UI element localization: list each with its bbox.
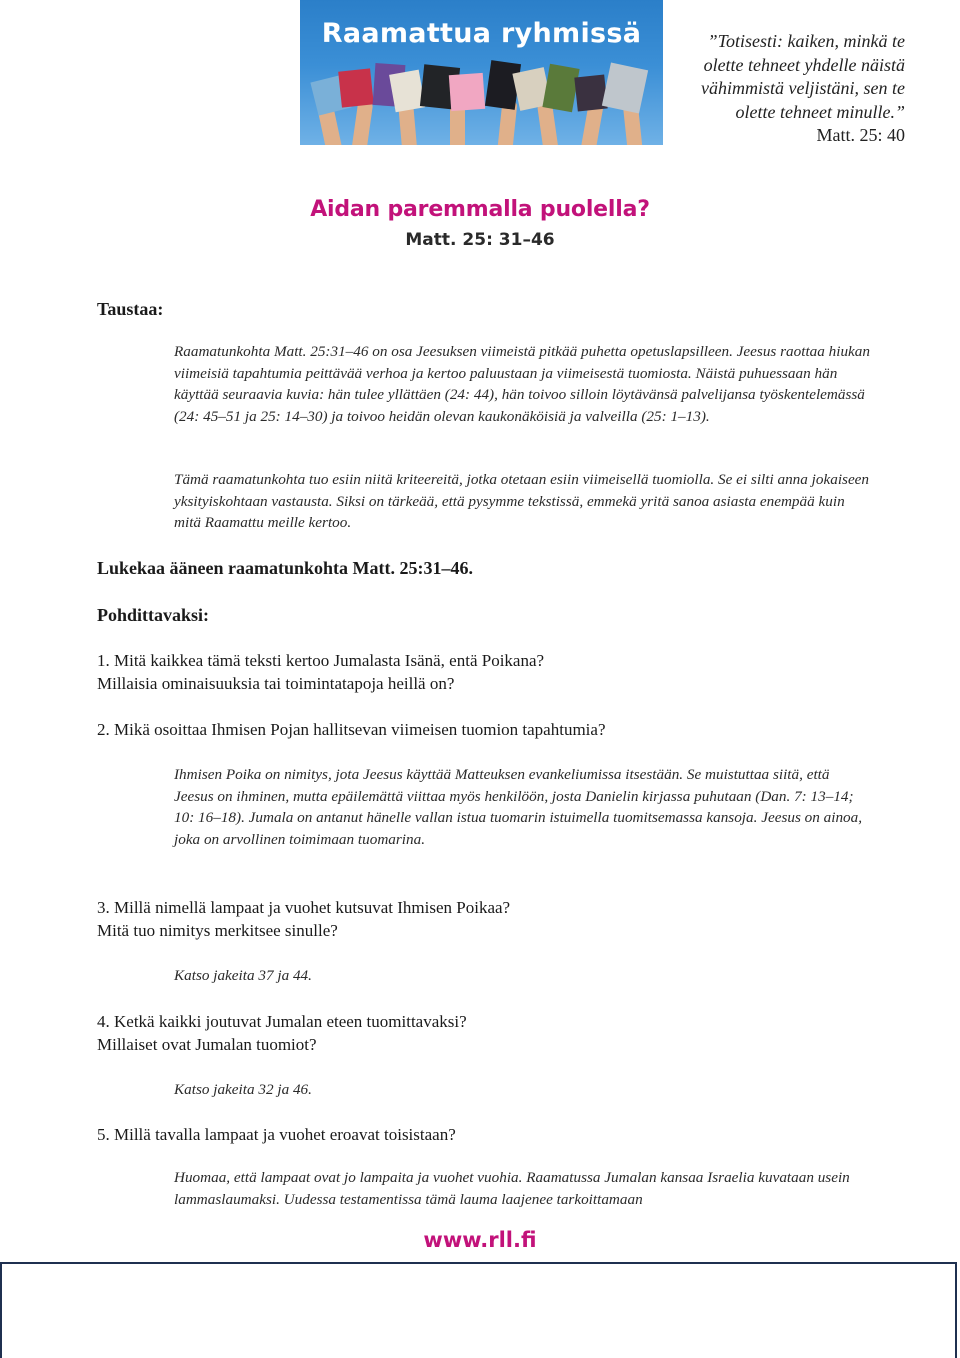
question-4-line-2: Millaiset ovat Jumalan tuomiot?	[97, 1034, 317, 1054]
question-4	[97, 1011, 817, 1056]
quote-text: ”Totisesti: kaiken, minkä te olette tehneet yhdelle näistä vähimmistä veljistäni, sen te olette tehneet minulle.”	[701, 31, 905, 122]
page-title: Aidan paremmalla puolella?	[310, 197, 650, 222]
read-aloud-instruction: Lukekaa ääneen raamatunkohta Matt. 25:31–46.	[97, 558, 474, 578]
question-3-line-1: 3. Millä nimellä lampaat ja vuohet kutsuvat Ihmisen Poikaa?	[97, 898, 511, 917]
question-5	[97, 1124, 817, 1147]
quote-reference: Matt. 25: 40	[816, 125, 905, 145]
header-banner	[300, 0, 663, 145]
header-quote	[690, 30, 905, 148]
question-5-note: Huomaa, että lampaat ovat jo lampaita ja vuohet vuohia. Raamatussa Jumalan kansaa Israelia kuvataan usein lammaslaumaksi. Uudessa testamentissa tämä lauma laajenee tarkoittamaan	[174, 1169, 850, 1208]
background-heading: Taustaa:	[97, 299, 164, 319]
question-3	[97, 897, 817, 942]
question-3-line-2: Mitä tuo nimitys merkitsee sinulle?	[97, 920, 338, 940]
reflect-heading: Pohdittavaksi:	[97, 605, 210, 625]
question-4-line-1: 4. Ketkä kaikki joutuvat Jumalan eteen tuomittavaksi?	[97, 1012, 467, 1031]
next-page-frame	[0, 1262, 957, 1358]
question-1-line-2: Millaisia ominaisuuksia tai toimintatapoja heillä on?	[97, 673, 455, 693]
footer-website-link[interactable]: www.rll.fi	[423, 1228, 537, 1252]
question-5-line-1: 5. Millä tavalla lampaat ja vuohet eroavat toisistaan?	[97, 1125, 456, 1144]
background-paragraph-2: Tämä raamatunkohta tuo esiin niitä kriteereitä, jotka otetaan esiin viimeisellä tuomiolla. Se ei silti anna jokaiseen yksityiskohtaan vastausta. Siksi on tärkeää, että pysymme tekstissä, emmekä yritä sanoa asiasta enempää kuin mitä Raamattu meille kertoo.	[174, 471, 870, 531]
question-3-note: Katso jakeita 37 ja 44.	[174, 967, 312, 984]
question-1-line-1: 1. Mitä kaikkea tämä teksti kertoo Jumalasta Isänä, entä Poikana?	[97, 651, 545, 670]
question-2-note: Ihmisen Poika on nimitys, jota Jeesus käyttää Matteuksen evankeliumissa itsestään. Se muistuttaa siitä, että Jeesus on ihminen, mutta epäilemättä viittaa myös henkilöön, josta Danielin kirjassa puhutaan (Dan. 7: 13–14; 10: 16–18). Jumala on antanut hänelle vallan istua tuomarin istuimella tuomitsemassa kansoja. Jeesus on ainoa, joka on arvollinen toimimaan tuomarina.	[174, 766, 863, 848]
question-2-line-1: 2. Mikä osoittaa Ihmisen Pojan hallitsevan viimeisen tuomion tapahtumia?	[97, 720, 606, 739]
page-subtitle-reference: Matt. 25: 31–46	[405, 230, 555, 250]
question-4-note: Katso jakeita 32 ja 46.	[174, 1081, 312, 1098]
banner-title: Raamattua ryhmissä	[321, 18, 642, 49]
question-1	[97, 650, 817, 695]
question-2	[97, 719, 817, 742]
background-paragraph-1: Raamatunkohta Matt. 25:31–46 on osa Jeesuksen viimeistä pitkää puhetta opetuslapsilleen. Jeesus raottaa hiukan viimeisiä tapahtumia peittävää verhoa ja kertoo paluustaan ja viimeisestä tuomiosta. Näistä puhuessaan hän käyttää seuraavia kuvia: hän tulee yllättäen (24: 44), hän toivoo silloin löytävänsä palvelijansa työskentelemässä (24: 45–51 ja 25: 14–30) ja toivoo heidän olevan kaukonäköisiä ja valveilla (25: 1–13).	[174, 343, 870, 425]
